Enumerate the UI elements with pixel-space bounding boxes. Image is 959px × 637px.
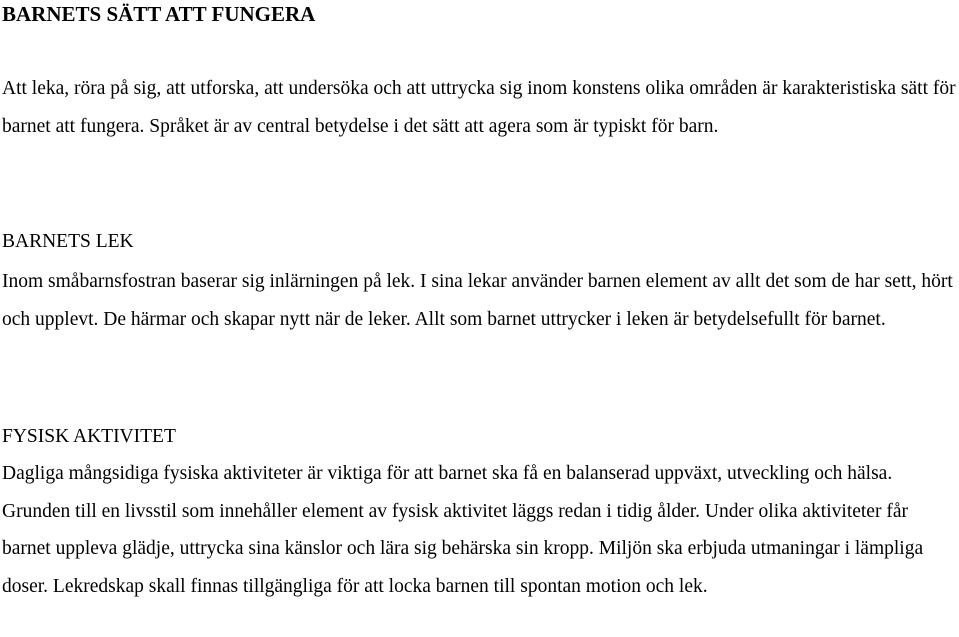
page-title: BARNETS SÄTT ATT FUNGERA: [2, 2, 316, 26]
section-body-fysisk-aktivitet: Dagliga mångsidiga fysiska aktiviteter är viktiga för att barnet ska få en balanserad uppväxt, utveckling och hälsa. Grunden till en livsstil som innehåller element av fysisk aktivitet läggs redan i tidig ålder. Under olika aktiviteter får barnet uppleva glädje, uttrycka sina känslor och lära sig behärska sin kropp. Miljön ska erbjuda utmaningar i lämpliga doser. Lekredskap skall finnas tillgängliga för att locka barnen till spontan motion och lek.: [2, 463, 924, 597]
section-heading-barnets-lek: BARNETS LEK: [2, 231, 134, 252]
section-heading-fysisk-aktivitet: FYSISK AKTIVITET: [2, 426, 176, 447]
section-body-barnets-lek: Inom småbarnsfostran baserar sig inlärningen på lek. I sina lekar använder barnen element av allt det som de har sett, hört och upplevt. De härmar och skapar nytt när de leker. Allt som barnet uttrycker i leken är betydelsefullt för barnet.: [2, 271, 953, 330]
intro-paragraph: Att leka, röra på sig, att utforska, att undersöka och att uttrycka sig inom konstens olika områden är karakteristiska sätt för barnet att fungera. Språket är av central betydelse i det sätt att agera som är typiskt för barn.: [2, 78, 956, 137]
